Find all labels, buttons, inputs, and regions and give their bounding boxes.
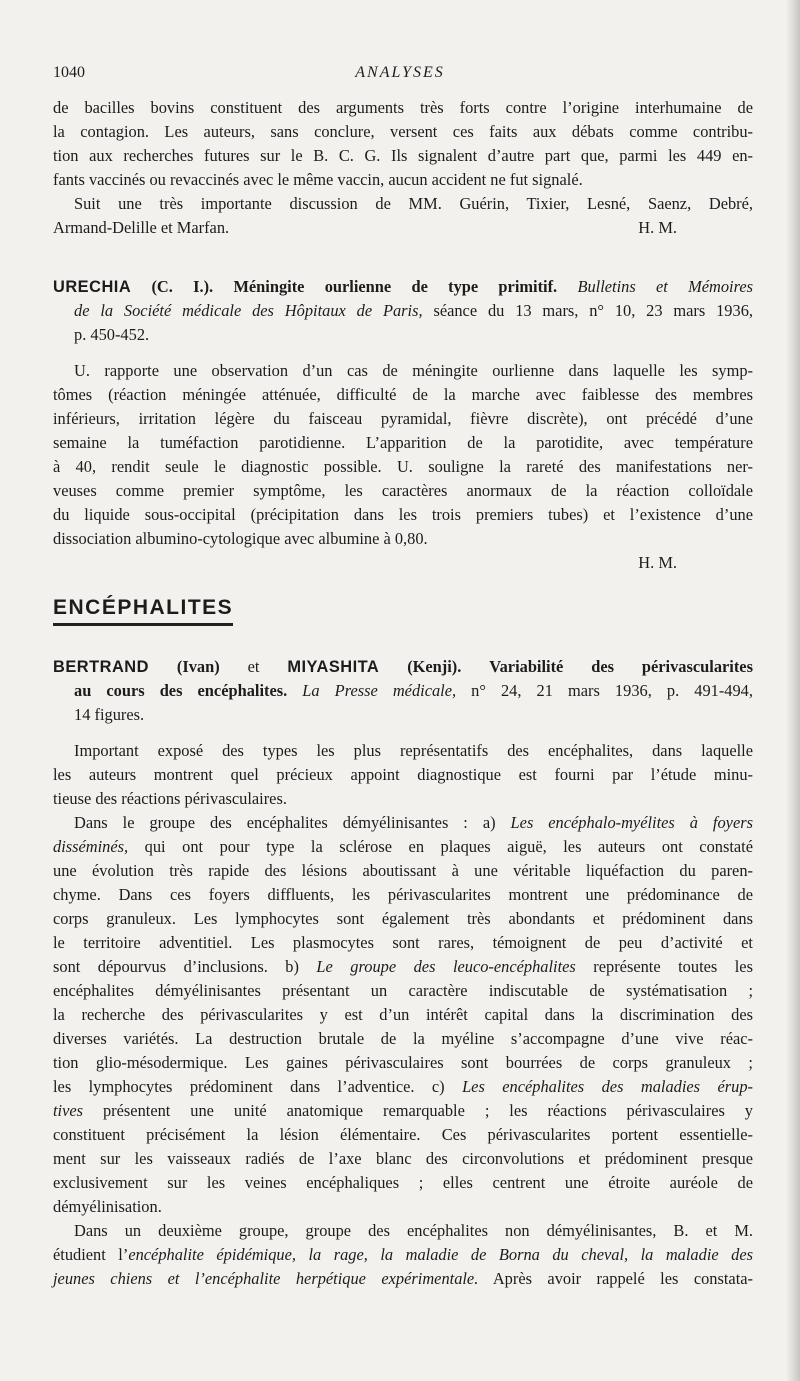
journal-name: de la Société médicale des Hôpitaux de Paris, (74, 301, 423, 320)
text-line: Dans un deuxième groupe, groupe des encéphalites non démyélinisantes, B. et M. (74, 1221, 753, 1240)
reference-line (53, 679, 753, 703)
text-line: tieuse des réactions périvasculaires. (53, 789, 287, 808)
journal-name: Bulletins et Mémoires (577, 277, 754, 296)
text-line (53, 216, 753, 240)
article-body-urechia (53, 359, 753, 575)
text-line: tion glio-mésodermique. Les gaines périvasculaires sont bourrées de corps granuleux ; (53, 1053, 753, 1072)
text-line: tion aux recherches futures sur le B. C. G. Ils signalent d’autre part que, parmi les 449 en- (53, 146, 753, 165)
text-line (53, 1243, 753, 1267)
text-span: sont dépourvus d’inclusions. b) (53, 957, 299, 976)
text-line: la recherche des périvascularites y est d’un intérêt capital dans la discrimination des (53, 1005, 753, 1024)
reference-line (53, 275, 753, 299)
text-line: une évolution très rapide des lésions aboutissant à une véritable liquéfaction du paren- (53, 861, 753, 880)
text-span: Dans le groupe des encéphalites démyélinisantes : a) (74, 813, 496, 832)
text-span: Le groupe des leuco-encéphalites (316, 957, 576, 976)
text-line: Important exposé des types les plus représentatifs des encéphalites, dans laquelle (74, 741, 753, 760)
text-line: dissociation albumino-cytologique avec albumine à 0,80. (53, 529, 428, 548)
author-initials: (C. I.). (151, 277, 214, 296)
text-span: jeunes chiens et l’encéphalite herpétique expérimentale. (53, 1269, 479, 1288)
article-body-bertrand (53, 739, 753, 1291)
article-title: Variabilité des périvascularites (489, 657, 753, 676)
journal-name: La Presse médicale, (302, 681, 457, 700)
text-line: chyme. Dans ces foyers diffluents, les périvascularites montrent une prédominance de (53, 885, 753, 904)
text-line: ment sur les vaisseaux radiés de l’axe blanc des circonvolutions et prédominent presque (53, 1149, 753, 1168)
article-reference-urechia (53, 275, 753, 347)
text-line (53, 1267, 753, 1291)
signature: H. M. (638, 218, 677, 237)
text-span: disséminés, (53, 837, 129, 856)
text-line: le territoire adventitiel. Les plasmocytes sont rares, témoignent de peu d’activité et (53, 933, 753, 952)
text-span: Après avoir rappelé les constata- (492, 1269, 753, 1288)
text-line: tômes (réaction méningée atténuée, difficulté de la marche avec faiblesse des membres (53, 385, 753, 404)
author-name: URECHIA (53, 278, 132, 296)
text-span: Les encéphalo-myélites à foyers (510, 813, 753, 832)
text-line: démyélinisation. (53, 1197, 162, 1216)
text-line: les auteurs montrent quel précieux appoint diagnostique est fourni par l’étude minu- (53, 765, 753, 784)
author-firstname: (Ivan) (176, 657, 220, 676)
reference-details: séance du 13 mars, n° 10, 23 mars 1936, (433, 301, 753, 320)
text-line: constituent précisément la lésion élémentaire. Ces périvascularites portent essentielle- (53, 1125, 753, 1144)
author-name: BERTRAND (53, 658, 149, 676)
text-line: encéphalites démyélinisantes présentant un caractère indiscutable de systématisation ; (53, 981, 753, 1000)
text-line: fants vaccinés ou revaccinés avec le même vaccin, aucun accident ne fut signalé. (53, 170, 583, 189)
section-title: ENCÉPHALITES (53, 596, 233, 626)
page-header (53, 64, 747, 88)
text-line: la contagion. Les auteurs, sans conclure, versent ces faits aux débats comme contribu- (53, 122, 753, 141)
text-line (53, 811, 753, 835)
reference-details: n° 24, 21 mars 1936, p. 491-494, (471, 681, 753, 700)
article-reference-bertrand (53, 655, 753, 727)
text-line: diverses variétés. La destruction brutale de la myéline s’accompagne d’une vive réac- (53, 1029, 753, 1048)
text-span: Les encéphalites des maladies érup- (462, 1077, 753, 1096)
text-span: présentent une unité anatomique remarquable ; les réactions périvasculaires y (102, 1101, 753, 1120)
signature-line (53, 551, 753, 575)
page-edge-shadow (786, 0, 800, 1381)
article-title: au cours des encéphalites. (74, 681, 288, 700)
text-span: tives (53, 1101, 84, 1120)
text-line: du liquide sous-occipital (précipitation dans les trois premiers tubes) et l’existence d’une (53, 505, 753, 524)
text-line: semaine la tuméfaction parotidienne. L’apparition de la parotidite, avec température (53, 433, 753, 452)
text-line: inférieurs, irritation légère du faisceau pyramidal, fièvre discrète), ont précédé d’une (53, 409, 753, 428)
text-line: corps granuleux. Les lymphocytes sont également très abondants et prédominent dans (53, 909, 753, 928)
text-span: représente toutes les (593, 957, 753, 976)
text-line (53, 955, 753, 979)
author-firstname: (Kenji). (407, 657, 462, 676)
text-line: veuses comme premier symptôme, les caractères anormaux de la réaction colloïdale (53, 481, 753, 500)
text-span: encéphalite épidémique, la rage, la maladie de Borna du cheval, la maladie des (128, 1245, 753, 1264)
text-span: les lymphocytes prédominent dans l’adventice. c) (53, 1077, 445, 1096)
intro-paragraph (53, 96, 753, 240)
text-span: qui ont pour type la sclérose en plaques aiguë, les auteurs ont constaté (144, 837, 753, 856)
text-span: Armand-Delille et Marfan. (53, 218, 230, 237)
text-line: à 40, rendit seule le diagnostic possible. U. souligne la rareté des manifestations ner- (53, 457, 753, 476)
text-line (53, 1075, 753, 1099)
page-number: 1040 (53, 64, 85, 81)
conjunction: et (247, 657, 260, 676)
text-line: de bacilles bovins constituent des arguments très forts contre l’origine interhumaine de (53, 98, 753, 117)
author-name: MIYASHITA (287, 658, 380, 676)
article-title: Méningite ourlienne de type primitif. (233, 277, 558, 296)
text-line: U. rapporte une observation d’un cas de méningite ourlienne dans laquelle les symp- (74, 361, 753, 380)
signature: H. M. (638, 553, 677, 572)
reference-line (53, 299, 753, 323)
reference-line (53, 655, 753, 679)
running-title: ANALYSES (355, 64, 445, 81)
text-line (53, 1099, 753, 1123)
reference-line: 14 figures. (74, 705, 145, 724)
text-line: exclusivement sur les veines encéphaliques ; elles centrent une étroite auréole de (53, 1173, 753, 1192)
text-span: étudient l’ (53, 1245, 129, 1264)
reference-line: p. 450-452. (74, 325, 150, 344)
text-line (53, 835, 753, 859)
text-line: Suit une très importante discussion de MM. Guérin, Tixier, Lesné, Saenz, Debré, (74, 194, 753, 213)
